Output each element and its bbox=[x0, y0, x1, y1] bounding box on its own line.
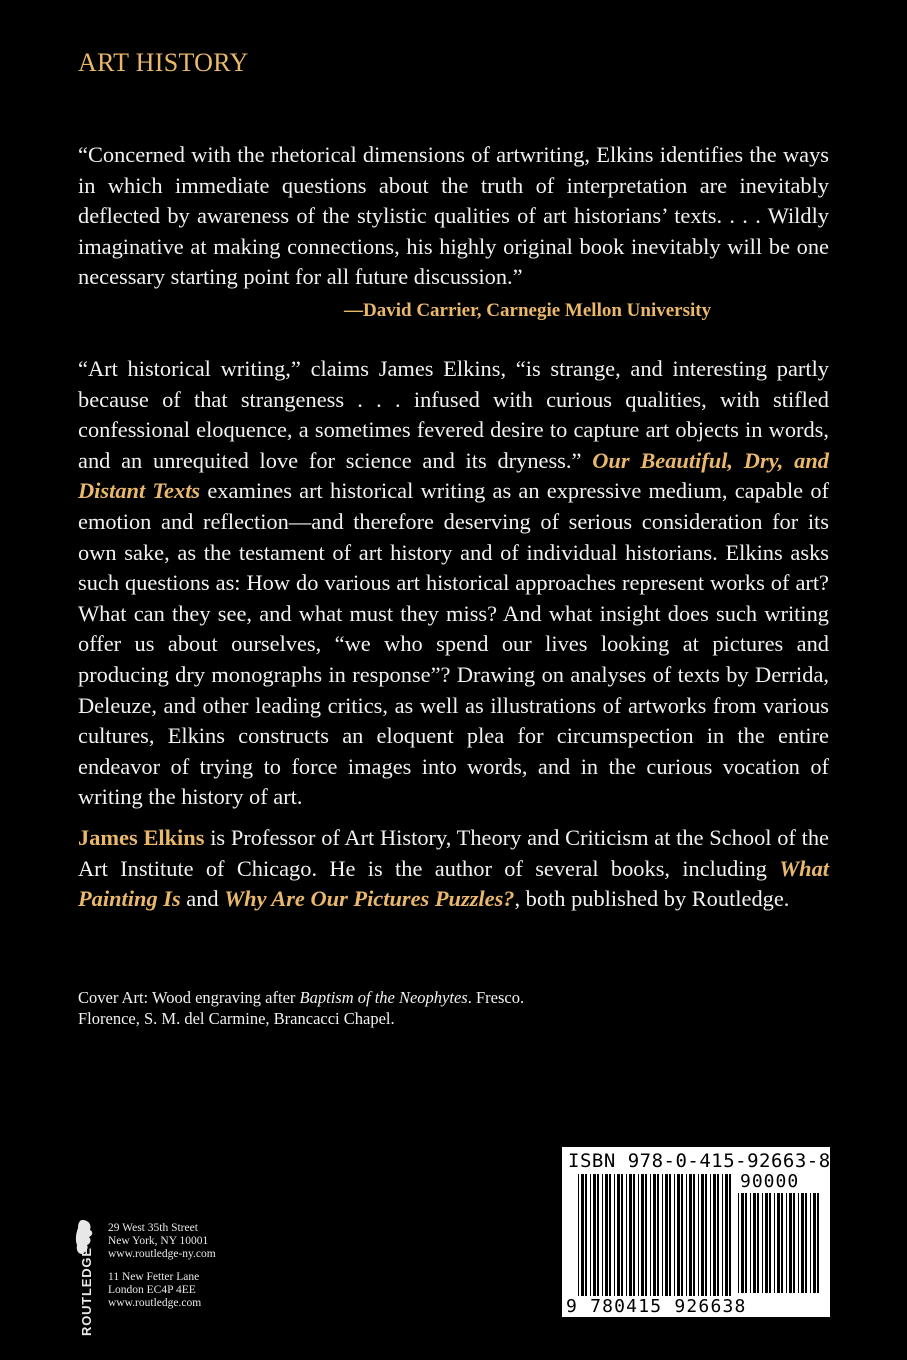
barcode-bar bbox=[578, 1174, 579, 1296]
barcode-bar bbox=[605, 1174, 608, 1296]
cover-art-prefix: Cover Art: Wood engraving after bbox=[78, 988, 300, 1007]
ean-number: 9 780415 926638 bbox=[566, 1296, 747, 1317]
barcode-bar bbox=[645, 1174, 647, 1296]
barcode-bar bbox=[738, 1193, 739, 1293]
barcode-bar bbox=[650, 1174, 651, 1296]
barcode-bar bbox=[602, 1174, 603, 1296]
book-title: Our Beautiful, Dry, and Distant Texts bbox=[78, 447, 829, 504]
london-address-line: London EC4P 4EE bbox=[108, 1284, 196, 1296]
barcode-bar bbox=[593, 1174, 596, 1296]
barcode-bar bbox=[686, 1174, 687, 1296]
barcode-bar bbox=[705, 1174, 707, 1296]
barcode-bar bbox=[693, 1174, 695, 1296]
quote-attribution: —David Carrier, Carnegie Mellon University bbox=[344, 300, 712, 321]
barcode-bar bbox=[581, 1174, 584, 1296]
barcode-bar bbox=[810, 1193, 811, 1293]
addon-barcode bbox=[738, 1193, 824, 1293]
cover-art-suffix: . Fresco. bbox=[467, 988, 525, 1007]
bio-text-3: , both published by Routledge. bbox=[514, 886, 790, 912]
barcode-bar bbox=[665, 1174, 668, 1296]
barcode-bar bbox=[725, 1174, 728, 1296]
barcode-bar bbox=[609, 1174, 611, 1296]
barcode-bar bbox=[813, 1193, 816, 1293]
author-bio bbox=[78, 823, 829, 915]
barcode-bar bbox=[781, 1193, 783, 1293]
category-label: ART HISTORY bbox=[78, 48, 249, 77]
barcode-bar bbox=[585, 1174, 587, 1296]
publisher-addresses bbox=[108, 1222, 216, 1310]
barcode-bar bbox=[641, 1174, 644, 1296]
cover-art-location: Florence, S. M. del Carmine, Brancacci Chapel. bbox=[78, 1009, 395, 1028]
barcode-bar bbox=[777, 1193, 780, 1293]
barcode-bar bbox=[669, 1174, 671, 1296]
ny-address-line: New York, NY 10001 bbox=[108, 1235, 209, 1247]
barcode-bar bbox=[741, 1193, 744, 1293]
barcode-bar bbox=[757, 1193, 759, 1293]
ny-address-line: 29 West 35th Street bbox=[108, 1222, 198, 1234]
barcode-bar bbox=[786, 1193, 787, 1293]
ny-website: www.routledge-ny.com bbox=[108, 1248, 216, 1260]
cover-art-credit bbox=[78, 987, 638, 1029]
bio-book-1: What Painting Is bbox=[78, 855, 829, 912]
price-code: 90000 bbox=[740, 1171, 800, 1192]
barcode-bar bbox=[638, 1174, 639, 1296]
ean-barcode bbox=[578, 1174, 734, 1296]
barcode-bar bbox=[717, 1174, 719, 1296]
barcode-bar bbox=[753, 1193, 756, 1293]
barcode-bar bbox=[769, 1193, 771, 1293]
barcode-bar bbox=[653, 1174, 656, 1296]
barcode-bar bbox=[626, 1174, 627, 1296]
barcode-bar bbox=[722, 1174, 723, 1296]
description-text-1: “Art historical writing,” claims James Elkins, “is strange, and interesting partly because of that strangeness . . . infused with curious qualities, with stifled confessional eloquence, a sometimes fevered desire to capture art objects in words, and an unrequited love for science and its dryness.” bbox=[78, 356, 829, 473]
barcode-bar bbox=[621, 1174, 623, 1296]
barcode-bar bbox=[681, 1174, 683, 1296]
barcode-bar bbox=[817, 1193, 819, 1293]
barcode-bar bbox=[617, 1174, 620, 1296]
barcode-bar bbox=[597, 1174, 599, 1296]
barcode-bar bbox=[762, 1193, 763, 1293]
london-address-line: 11 New Fetter Lane bbox=[108, 1271, 200, 1283]
cover-art-title: Baptism of the Neophytes bbox=[299, 988, 468, 1007]
barcode-bar bbox=[677, 1174, 680, 1296]
barcode-bar bbox=[805, 1193, 807, 1293]
barcode-bar bbox=[729, 1174, 731, 1296]
barcode-bar bbox=[774, 1193, 775, 1293]
review-quote: “Concerned with the rhetorical dimensions of artwriting, Elkins identifies the ways in which immediate questions about the truth of interpretation are inevitably deflected by awareness of the stylistic qualities of art historians’ texts. . . . Wildly imaginative at making connections, his highly original book inevitably will be one necessary starting point for all future discussion.” bbox=[78, 142, 829, 289]
barcode-bar bbox=[614, 1174, 615, 1296]
barcode-bar bbox=[765, 1193, 768, 1293]
barcode-bar bbox=[689, 1174, 692, 1296]
barcode-bar bbox=[793, 1193, 795, 1293]
barcode-bar bbox=[745, 1193, 747, 1293]
barcode-bar bbox=[629, 1174, 632, 1296]
barcode-bar bbox=[710, 1174, 711, 1296]
barcode-bar bbox=[789, 1193, 792, 1293]
routledge-logo bbox=[70, 1218, 98, 1338]
barcode-bar bbox=[674, 1174, 675, 1296]
bio-text-1: is Professor of Art History, Theory and Criticism at the School of the Art Institute of Chicago. He is the author of several books, including bbox=[78, 825, 829, 881]
barcode-bar bbox=[698, 1174, 699, 1296]
barcode-bar bbox=[713, 1174, 716, 1296]
barcode-bar bbox=[633, 1174, 635, 1296]
isbn-text: ISBN 978-0-415-92663-8 bbox=[568, 1150, 831, 1172]
book-description bbox=[78, 354, 829, 813]
description-text-2: examines art historical writing as an expressive medium, capable of emotion and reflection—and therefore deserving of serious consideration for its own sake, as the testament of art history and of individual historians. Elkins asks such questions as: How do various art historical approaches represent works of art? What can they see, and what must they miss? And what insight does such writing offer us about ourselves, “we who spend our lives looking at pictures and producing dry monographs in response”? Drawing on analyses of texts by Derrida, Deleuze, and other leading critics, as well as illustrations of artworks from various cultures, Elkins constructs an eloquent plea for circumspection in the entire endeavor of trying to force images into words, and in the curious vocation of writing the history of art. bbox=[78, 478, 829, 810]
publisher-wordmark: ROUTLEDGE bbox=[79, 1247, 94, 1336]
barcode-bar bbox=[657, 1174, 659, 1296]
barcode-bar bbox=[801, 1193, 804, 1293]
barcode-bar bbox=[701, 1174, 704, 1296]
barcode-bar bbox=[798, 1193, 799, 1293]
london-website: www.routledge.com bbox=[108, 1297, 202, 1309]
bio-book-2: Why Are Our Pictures Puzzles? bbox=[224, 886, 515, 912]
barcode-bar bbox=[750, 1193, 751, 1293]
barcode-bar bbox=[662, 1174, 663, 1296]
author-name: James Elkins bbox=[78, 825, 205, 850]
barcode-bar bbox=[590, 1174, 591, 1296]
bio-text-2: and bbox=[180, 886, 225, 912]
